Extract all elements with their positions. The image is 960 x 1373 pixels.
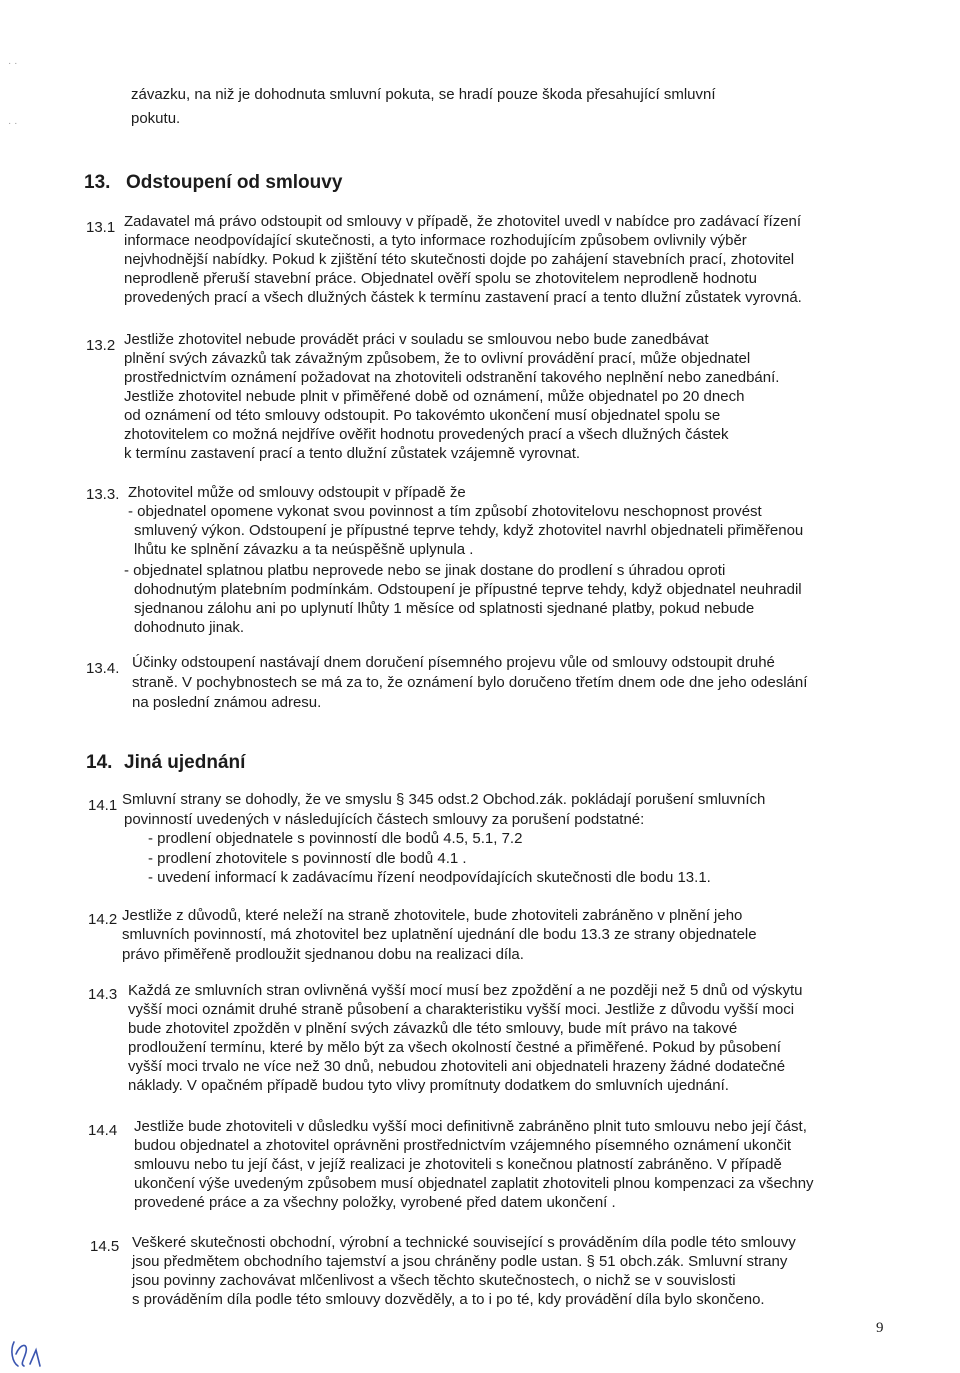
clause-number: 13.4. — [86, 660, 120, 677]
scan-speck: · · — [8, 118, 18, 129]
clause-line: - objednatel splatnou platbu neprovede nebo se jinak dostane do prodlení s úhradou oproti — [124, 562, 726, 579]
intro-line: pokutu. — [131, 110, 181, 127]
clause-line: povinností uvedených v následujících částech smlouvy za porušení podstatné: — [124, 811, 645, 828]
clause-line: provedených prací a všech dlužných částek k termínu zastavení prací a tento dlužní zůstatek vyrovná. — [124, 289, 802, 306]
section-14-number: 14. — [86, 752, 113, 773]
clause-number: 13.1 — [86, 219, 116, 236]
clause-line: Jestliže bude zhotoviteli v důsledku vyšší moci definitivně zabráněno plnit tuto smlouvu nebo její část, — [134, 1118, 807, 1135]
clause-line: informace neodpovídající skutečnosti, a tyto informace rozhodujícím způsobem ovlivnily výběr — [124, 232, 747, 249]
clause-line: - objednatel opomene vykonat svou povinnost a tím způsobí zhotovitelovu neschopnost provést — [128, 503, 762, 520]
clause-line: na poslední známou adresu. — [132, 694, 322, 711]
clause-number: 14.2 — [88, 911, 118, 928]
clause-line: jsou předmětem obchodního tajemství a jsou chráněny podle ustan. § 51 obch.zák. Smluvní strany — [132, 1253, 788, 1270]
clause-line: právo přiměřeně prodloužit sjednanou dobu na realizaci díla. — [122, 946, 524, 963]
clause-line: Zhotovitel může od smlouvy odstoupit v případě že — [128, 484, 466, 501]
clause-line: vyšší moci trvalo ne více než 30 dnů, nebudou zhotoviteli ani objednateli hrazeny žádné dodatečné — [128, 1058, 786, 1075]
clause-line: smluvený výkon. Odstoupení je přípustné teprve tehdy, když zhotovitel navrhl objednateli přiměřenou — [134, 522, 804, 539]
clause-line: lhůtu ke splnění závazku a ta neúspěšně uplynula . — [134, 541, 474, 558]
clause-line: sjednanou zálohu ani po uplynutí lhůty 1 měsíce od splatnosti sjednané platby, pokud nebude — [134, 600, 755, 617]
page-number: 9 — [876, 1320, 884, 1336]
clause-line: straně. V pochybnostech se má za to, že oznámení bylo doručeno třetím dnem ode dne jeho odeslání — [132, 674, 808, 691]
clause-number: 14.5 — [90, 1238, 120, 1255]
clause-line: dohodnutým platebním podmínkám. Odstoupení je přípustné teprve tehdy, když objednatel neuhradil — [134, 581, 802, 598]
clause-line: jsou povinny zachovávat mlčenlivost a všech těchto skutečnostech, o nichž se v souvislosti — [132, 1272, 736, 1289]
section-13-number: 13. — [84, 172, 111, 193]
clause-line: provedené práce a za všechny položky, vyrobené před datem ukončení . — [134, 1194, 616, 1211]
clause-line: Zadavatel má právo odstoupit od smlouvy v případě, že zhotovitel uvedl v nabídce pro zadávací řízení — [124, 213, 802, 230]
clause-line: ukončení výše uvedeným způsobem musí objednatel zaplatit zhotoviteli plnou kompenzaci za všechny — [134, 1175, 814, 1192]
clause-line: Každá ze smluvních stran ovlivněná vyšší mocí musí bez zpoždění a ne později než 5 dnů od výskytu — [128, 982, 803, 999]
clause-line: k termínu zastavení prací a tento dlužní zůstatek vzájemně vyrovnat. — [124, 445, 581, 462]
clause-line: bude zhotovitel zpožděn v plnění svých závazků dle této smlouvy, bude mít právo na takové — [128, 1020, 738, 1037]
clause-line: Účinky odstoupení nastávají dnem doručení písemného projevu vůle od smlouvy odstoupit druhé — [132, 654, 775, 671]
clause-line: plnění svých závazků tak závažným způsobem, že to ovlivní provádění prací, může objednatel — [124, 350, 751, 367]
clause-line: prodloužení termínu, které by mělo být za všech okolností čestné a přiměřené. Pokud by působení — [128, 1039, 781, 1056]
clause-number: 14.4 — [88, 1122, 118, 1139]
clause-line: s prováděním díla podle této smlouvy dozvěděly, a to i po té, kdy provádění díla bylo skončeno. — [132, 1291, 765, 1308]
section-13-title: Odstoupení od smlouvy — [126, 172, 343, 193]
scan-speck: · · — [8, 58, 18, 69]
intro-line: závazku, na niž je dohodnuta smluvní pokuta, se hradí pouze škoda přesahující smluvní — [131, 86, 716, 103]
clause-line: náklady. V opačném případě budou tyto vlivy promítnuty dodatkem do smluvních ujednání. — [128, 1077, 729, 1094]
clause-line: od oznámení od této smlouvy odstoupit. Po takovémto ukončení musí objednatel spolu se — [124, 407, 721, 424]
clause-line: Veškeré skutečnosti obchodní, výrobní a technické související s prováděním díla podle této smlouvy — [132, 1234, 796, 1251]
clause-line: nejvhodnější nabídky. Pokud k zjištění této skutečnosti dojde po zahájení stavebních prací, zhotovitel — [124, 251, 795, 268]
clause-number: 14.1 — [88, 797, 118, 814]
clause-line: Smluvní strany se dohodly, že ve smyslu § 345 odst.2 Obchod.zák. pokládají porušení smluvních — [122, 791, 766, 808]
clause-line: Jestliže zhotovitel nebude plnit v přiměřené době od oznámení, může objednatel po 20 dnech — [124, 388, 745, 405]
clause-line: Jestliže zhotovitel nebude provádět práci v souladu se smlouvou nebo bude zanedbávat — [124, 331, 709, 348]
clause-number: 14.3 — [88, 986, 118, 1003]
clause-line: Jestliže z důvodů, které neleží na straně zhotovitele, bude zhotoviteli zabráněno v plnění jeho — [122, 907, 743, 924]
clause-line: - uvedení informací k zadávacímu řízení neodpovídajících skutečnosti dle bodu 13.1. — [148, 869, 711, 886]
initials-signature — [6, 1336, 46, 1370]
clause-number: 13.2 — [86, 337, 116, 354]
clause-line: smlouvu nebo tu její část, v jejíž realizaci je zhotoviteli s konečnou platností zabráněno. V případě — [134, 1156, 782, 1173]
clause-line: prostřednictvím oznámení požadovat na zhotoviteli odstranění takového neplnění nebo zanedbání. — [124, 369, 780, 386]
clause-number: 13.3. — [86, 486, 120, 503]
clause-line: - prodlení zhotovitele s povinností dle bodů 4.1 . — [148, 850, 467, 867]
section-14-title: Jiná ujednání — [124, 752, 246, 773]
clause-line: vyšší moci oznámit druhé straně působení a charakteristiku vyšší moci. Jestliže z důvodu vyšší moci — [128, 1001, 795, 1018]
clause-line: budou objednatel a zhotovitel oprávněni prostřednictvím vzájemného písemného oznámení ukončit — [134, 1137, 792, 1154]
clause-line: dohodnuto jinak. — [134, 619, 245, 636]
clause-line: - prodlení objednatele s povinností dle bodů 4.5, 5.1, 7.2 — [148, 830, 523, 847]
clause-line: smluvních povinností, má zhotovitel bez uplatnění ujednání dle bodu 13.3 ze strany objednatele — [122, 926, 757, 943]
clause-line: neprodleně přeruší stavební práce. Objednatel ověří spolu se zhotovitelem neprodleně hodnotu — [124, 270, 757, 287]
clause-line: zhotovitelem co možná nejdříve ověřit hodnotu provedených prací a všech dlužných částek — [124, 426, 729, 443]
